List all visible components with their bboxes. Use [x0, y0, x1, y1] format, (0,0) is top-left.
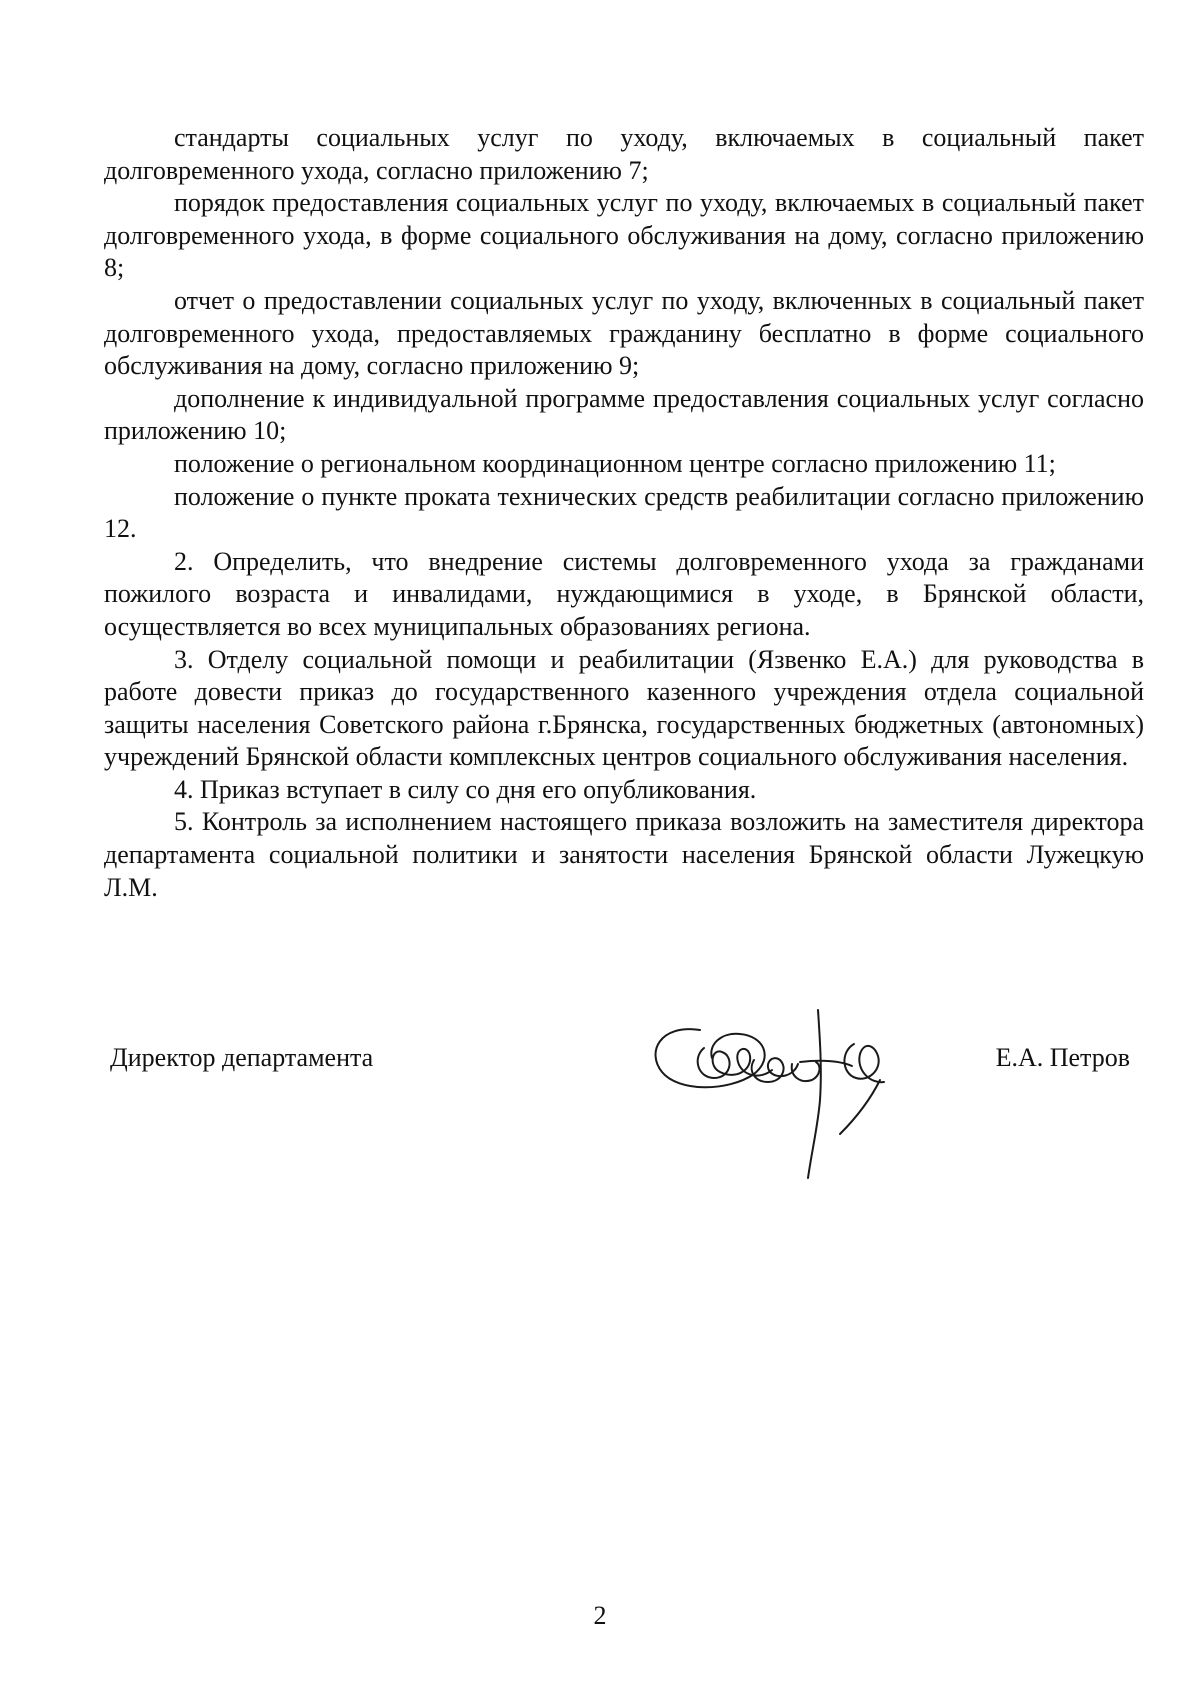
paragraph-item-standards: стандарты социальных услуг по уходу, включаемых в социальный пакет долговременного ухода, согласно приложению 7; — [104, 123, 1144, 185]
paragraph-item-coordination-center: положение о региональном координационном центре согласно приложению 11; — [174, 448, 1056, 478]
page-number: 2 — [593, 1601, 607, 1630]
paragraph-item-rental-point: положение о пункте проката технических средств реабилитации согласно приложению 12. — [104, 481, 1144, 544]
paragraph-item-procedure: порядок предоставления социальных услуг по уходу, включаемых в социальный пакет долговременного ухода, в форме социального обслуживания на дому, согласно приложению 8; — [104, 188, 1144, 283]
paragraph-clause-3: 3. Отделу социальной помощи и реабилитации (Язвенко Е.А.) для руководства в работе довести приказ до государственного казенного учреждения отдела социальной защиты населения Советского района г.Брянска, государственных бюджетных (автономных) учреждений Брянской области комплексных центров социального обслуживания населения. — [104, 644, 1144, 772]
document-body — [104, 122, 1144, 904]
paragraph-clause-5: 5. Контроль за исполнением настоящего приказа возложить на заместителя директора департамента социальной политики и занятости населения Брянской области Лужецкую Л.М. — [104, 807, 1144, 902]
paragraph-item-report: отчет о предоставлении социальных услуг по уходу, включенных в социальный пакет долговременного ухода, предоставляемых гражданину бесплатно в форме социального обслуживания на дому, согласно приложению 9; — [104, 285, 1144, 381]
handwritten-signature — [642, 1000, 902, 1180]
paragraph-clause-4: 4. Приказ вступает в силу со дня его опубликования. — [174, 774, 757, 804]
paragraph-item-supplement: дополнение к индивидуальной программе предоставления социальных услуг согласно приложению 10; — [104, 383, 1144, 446]
signer-position: Директор департамента — [110, 1043, 374, 1072]
signature-block — [110, 1000, 1130, 1180]
signer-name: Е.А. Петров — [995, 1043, 1130, 1072]
paragraph-clause-2: 2. Определить, что внедрение системы долговременного ухода за гражданами пожилого возраста и инвалидами, нуждающимися в уходе, в Брянской области, осуществляется во всех муниципальных образованиях региона. — [104, 546, 1144, 641]
